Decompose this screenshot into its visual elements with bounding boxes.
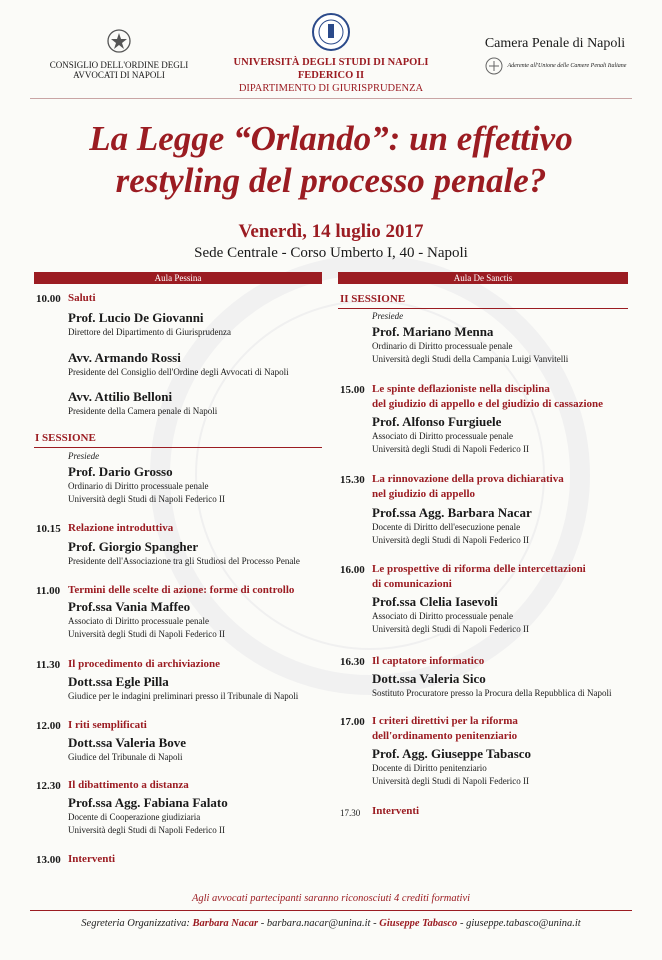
talk-speaker: Prof.ssa Agg. Barbara Nacar (372, 505, 532, 520)
talk-desc-2: Università degli Studi di Napoli Federico II (372, 776, 529, 786)
talk-desc-1: Docente di Cooperazione giudiziaria (68, 812, 201, 822)
talk-speaker: Prof. Agg. Giuseppe Tabasco (372, 746, 532, 761)
speaker-desc: Direttore del Dipartimento di Giurisprudenza (68, 327, 231, 337)
header-divider (30, 98, 632, 99)
speaker-name: Prof. Lucio De Giovanni (68, 310, 204, 325)
left-end-time: 13.00 (36, 854, 61, 866)
university-seal-icon (311, 12, 351, 52)
talk-time: 15.30 (340, 474, 365, 486)
camera-penale-sub: Aderente all'Unione delle Camere Penali Italiane (507, 63, 627, 69)
talk-desc-2: Università degli Studi di Napoli Federico II (68, 629, 225, 639)
talk-desc-1: Giudice per le indagini preliminari presso il Tribunale di Napoli (68, 691, 299, 701)
session-2-chair (372, 324, 568, 366)
talk-time: 11.00 (36, 585, 61, 597)
talk-time: 15.00 (340, 384, 365, 396)
talk-title-1: Le prospettive di riforma delle intercettazioni (372, 563, 586, 575)
speaker-desc: Presidente della Camera penale di Napoli (68, 406, 218, 416)
footer-contacts: Segreteria Organizzativa: Barbara Nacar - barbara.nacar@unina.it - Giuseppe Tabasco - giuseppe.tabasco@unina.it (81, 918, 581, 929)
talk-title-2: dell'ordinamento penitenziario (372, 730, 518, 742)
camera-penale-emblem-icon (484, 56, 504, 76)
talk-speaker: Dott.ssa Egle Pilla (68, 674, 169, 689)
session-2-rule (338, 308, 628, 309)
speaker-name: Avv. Attilio Belloni (68, 389, 173, 404)
talk-title-2: nel giudizio di appello (372, 488, 475, 500)
session-2-heading: II SESSIONE (340, 293, 406, 305)
talk-time: 10.15 (36, 523, 61, 535)
talk-title: Termini delle scelte di azione: forme di controllo (68, 584, 295, 596)
chair-desc-1: Ordinario di Diritto processuale penale (68, 481, 209, 491)
talk-title: Il procedimento di archiviazione (68, 658, 221, 670)
talk-desc-2: Università degli Studi di Napoli Federico II (372, 624, 529, 634)
room-bar-left: Aula Pessina (34, 272, 322, 284)
talk-desc-1: Presidente dell'Associazione tra gli Studiosi del Processo Penale (68, 556, 300, 566)
talk-desc-1: Sostituto Procuratore presso la Procura della Repubblica di Napoli (372, 688, 612, 698)
talk-title: I riti semplificati (68, 719, 147, 731)
event-date: Venerdì, 14 luglio 2017 (238, 221, 424, 242)
talk-speaker: Prof.ssa Vania Maffeo (68, 599, 191, 614)
session-1-rule (34, 447, 322, 448)
footer-email-1[interactable]: barbara.nacar@unina.it (266, 918, 371, 929)
header-left-logo (34, 26, 204, 80)
talk-time: 12.30 (36, 780, 61, 792)
footer-label: Segreteria Organizzativa: (81, 918, 190, 929)
event-venue: Sede Centrale - Corso Umberto I, 40 - Napoli (194, 245, 468, 261)
talk-speaker: Prof. Giorgio Spangher (68, 539, 199, 554)
header-mid-logo (215, 12, 447, 95)
footer-person-2: Giuseppe Tabasco (379, 918, 458, 929)
talk-speaker: Prof.ssa Agg. Fabiana Falato (68, 795, 228, 810)
title-line-2: restyling del processo penale? (115, 161, 547, 200)
talk-desc-1: Giudice del Tribunale di Napoli (68, 752, 183, 762)
university-name: UNIVERSITÀ DEGLI STUDI DI NAPOLI FEDERICO II (233, 57, 429, 81)
talk-desc-1: Associato di Diritto processuale penale (372, 611, 513, 621)
right-end-label: Interventi (372, 805, 420, 817)
talk-title-2: di comunicazioni (372, 578, 452, 590)
talk-desc-1: Docente di Diritto dell'esecuzione penale (372, 522, 521, 532)
talk-title-1: Il captatore informatico (372, 655, 485, 667)
talk-title: Il dibattimento a distanza (68, 779, 189, 791)
saluti-speaker-2 (68, 350, 289, 379)
chair-desc-2: Università degli Studi della Campania Luigi Vanvitelli (372, 354, 569, 364)
saluti-speaker-1 (68, 310, 231, 339)
footer-divider (30, 910, 632, 911)
talk-title-1: La rinnovazione della prova dichiarativa (372, 473, 564, 485)
talk-time: 11.30 (36, 659, 61, 671)
credits-note: Agli avvocati partecipanti saranno riconosciuti 4 crediti formativi (191, 893, 471, 904)
footer-email-2[interactable]: giuseppe.tabasco@unina.it (466, 918, 581, 929)
footer-separator: - (373, 918, 377, 929)
right-end-time: 17.30 (340, 808, 361, 818)
talk-speaker: Dott.ssa Valeria Bove (68, 735, 187, 750)
chair-name: Prof. Dario Grosso (68, 464, 173, 479)
talk-desc-1: Associato di Diritto processuale penale (372, 431, 513, 441)
saluti-time: 10.00 (36, 293, 61, 305)
talk-desc-2: Università degli Studi di Napoli Federico II (372, 444, 529, 454)
talk-time: 17.00 (340, 716, 365, 728)
speaker-name: Avv. Armando Rossi (68, 350, 181, 365)
emblem-italy-icon (106, 26, 132, 56)
session-2-presiede: Presiede (372, 311, 404, 321)
talk-title: Relazione introduttiva (68, 522, 174, 534)
talk-desc-2: Università degli Studi di Napoli Federico II (372, 535, 529, 545)
department-name: DIPARTIMENTO DI GIURISPRUDENZA (238, 83, 424, 94)
chair-desc-1: Ordinario di Diritto processuale penale (372, 341, 513, 351)
talk-desc-1: Associato di Diritto processuale penale (68, 616, 209, 626)
title-line-1: La Legge “Orlando”: un effettivo (89, 119, 573, 158)
room-bar-right: Aula De Sanctis (338, 272, 628, 284)
talk-title-1: I criteri direttivi per la riforma (372, 715, 518, 727)
talk-time: 16.30 (340, 656, 365, 668)
header-right-logo (465, 36, 645, 76)
session-1-chair (68, 464, 225, 506)
left-end-label: Interventi (68, 853, 116, 865)
page-title (20, 118, 642, 202)
left-org-name: CONSIGLIO DELL'ORDINE DEGLI AVVOCATI DI NAPOLI (49, 60, 189, 80)
talk-speaker: Dott.ssa Valeria Sico (372, 671, 486, 686)
talk-title-2: del giudizio di appello e del giudizio di cassazione (372, 398, 604, 410)
chair-desc-2: Università degli Studi di Napoli Federico II (68, 494, 225, 504)
session-1-heading: I SESSIONE (35, 432, 96, 444)
talk-desc-2: Università degli Studi di Napoli Federico II (68, 825, 225, 835)
talk-time: 16.00 (340, 564, 365, 576)
chair-name: Prof. Mariano Menna (372, 324, 494, 339)
session-1-presiede: Presiede (68, 451, 100, 461)
talk-desc-1: Docente di Diritto penitenziario (372, 763, 487, 773)
footer-person-1: Barbara Nacar (192, 918, 259, 929)
saluti-speaker-3 (68, 389, 217, 418)
talk-title-1: Le spinte deflazioniste nella disciplina (372, 383, 550, 395)
camera-penale-name: Camera Penale di Napoli (484, 36, 626, 51)
talk-speaker: Prof. Alfonso Furgiuele (372, 414, 502, 429)
talk-speaker: Prof.ssa Clelia Iasevoli (372, 594, 498, 609)
saluti-label: Saluti (68, 292, 96, 304)
speaker-desc: Presidente del Consiglio dell'Ordine degli Avvocati di Napoli (68, 367, 289, 377)
talk-time: 12.00 (36, 720, 61, 732)
